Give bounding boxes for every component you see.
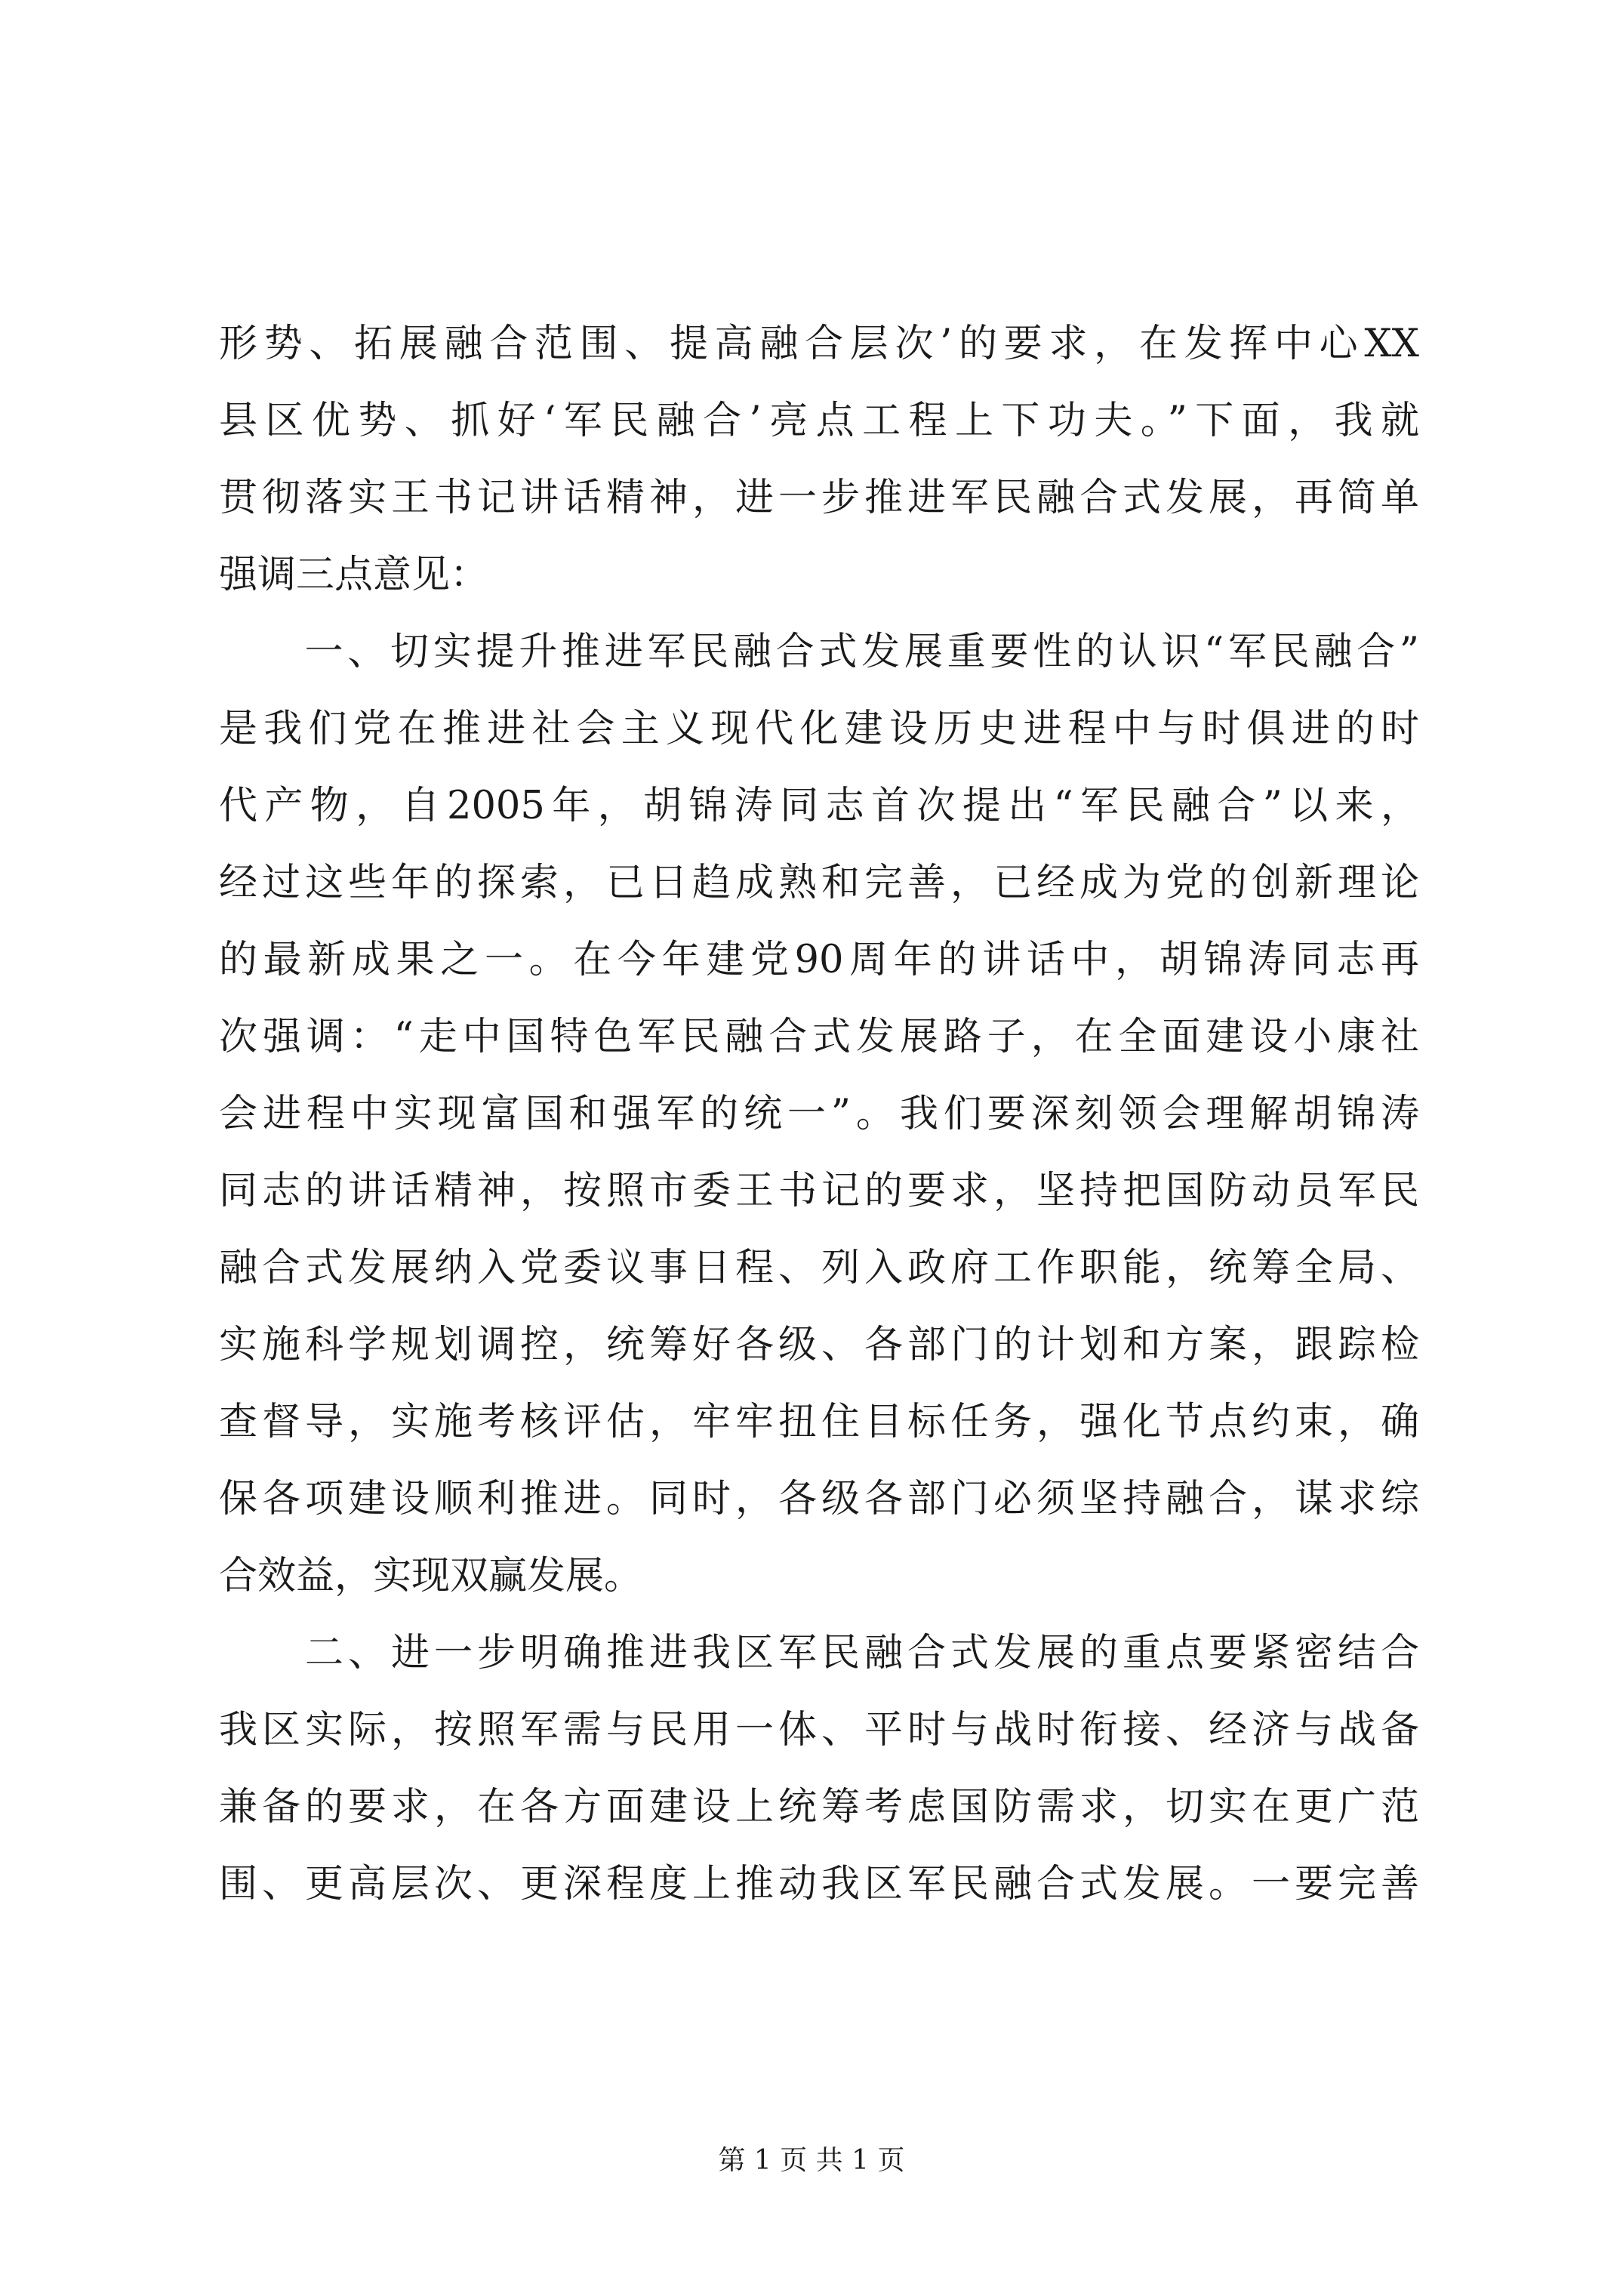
section-heading-line: 二、进一步明确推进我区军民融合式发展的重点要紧密结合 — [219, 1631, 1419, 1675]
text-line: 形势、拓展融合范围、提高融合层次’的要求，在发挥中心XX — [219, 322, 1419, 366]
text-line: 查督导，实施考核评估，牢牢扭住目标任务，强化节点约束，确 — [219, 1400, 1419, 1444]
text-line: 会进程中实现富国和强军的统一”。我们要深刻领会理解胡锦涛 — [219, 1092, 1419, 1136]
page-footer: 第 1 页 共 1 页 — [718, 2145, 905, 2176]
text-line: 经过这些年的探索，已日趋成熟和完善，已经成为党的创新理论 — [219, 861, 1419, 905]
text-line: 的最新成果之一。在今年建党90周年的讲话中，胡锦涛同志再 — [219, 938, 1419, 982]
text-line: 围、更高层次、更深程度上推动我区军民融合式发展。一要完善 — [219, 1862, 1419, 1906]
text-line: 合效益，实现双赢发展。 — [219, 1554, 643, 1598]
text-line: 融合式发展纳入党委议事日程、列入政府工作职能，统筹全局、 — [219, 1246, 1419, 1290]
text-line: 保各项建设顺利推进。同时，各级各部门必须坚持融合，谋求综 — [219, 1477, 1419, 1521]
section-heading-line: 一、切实提升推进军民融合式发展重要性的认识“军民融合” — [219, 630, 1419, 674]
text-line: 是我们党在推进社会主义现代化建设历史进程中与时俱进的时 — [219, 707, 1419, 751]
text-line: 同志的讲话精神，按照市委王书记的要求，坚持把国防动员军民 — [219, 1169, 1419, 1213]
text-line: 县区优势、抓好‘军民融合’亮点工程上下功夫。”下面，我就 — [219, 399, 1419, 443]
text-line: 次强调：“走中国特色军民融合式发展路子，在全面建设小康社 — [219, 1015, 1419, 1059]
text-line: 我区实际，按照军需与民用一体、平时与战时衔接、经济与战备 — [219, 1708, 1419, 1752]
text-line: 强调三点意见： — [219, 553, 489, 597]
text-line: 兼备的要求，在各方面建设上统筹考虑国防需求，切实在更广范 — [219, 1785, 1419, 1829]
text-line: 实施科学规划调控，统筹好各级、各部门的计划和方案，跟踪检 — [219, 1323, 1419, 1367]
text-line: 贯彻落实王书记讲话精神，进一步推进军民融合式发展，再简单 — [219, 476, 1419, 520]
text-line: 代产物，自2005年，胡锦涛同志首次提出“军民融合”以来， — [219, 784, 1419, 828]
document-body — [219, 306, 1419, 1923]
